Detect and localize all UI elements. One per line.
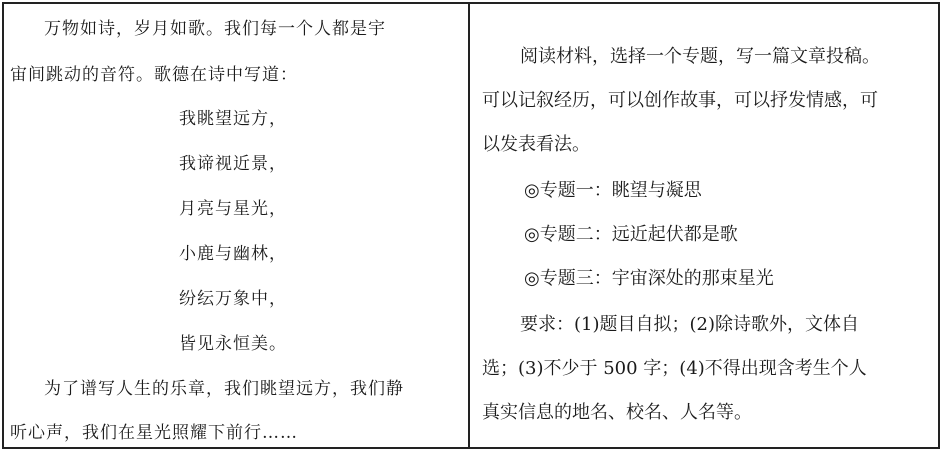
poem-line-4: 小鹿与幽林， xyxy=(179,244,287,264)
poem-line-2: 我谛视近景， xyxy=(179,154,287,174)
prompt-line-2: 可以记叙经历，可以创作故事，可以抒发情感，可 xyxy=(482,90,878,111)
topic-1: ◎专题一：眺望与凝思 xyxy=(524,180,702,201)
prompt-line-3: 以发表看法。 xyxy=(482,134,590,155)
requirement-line-3: 真实信息的地名、校名、人名等。 xyxy=(482,402,752,423)
topic-2: ◎专题二：远近起伏都是歌 xyxy=(524,224,738,245)
outro-line-1: 为了谱写人生的乐章，我们眺望远方，我们静 xyxy=(44,379,404,399)
material-cell xyxy=(4,4,468,447)
poem-line-3: 月亮与星光， xyxy=(179,199,287,219)
intro-line-1: 万物如诗，岁月如歌。我们每一个人都是宇 xyxy=(44,19,386,39)
outro-line-2: 听心声，我们在星光照耀下前行…… xyxy=(10,423,298,443)
requirement-line-2: 选；(3)不少于 500 字；(4)不得出现含考生个人 xyxy=(482,358,867,379)
poem-line-1: 我眺望远方， xyxy=(179,109,287,129)
essay-prompt-table xyxy=(2,2,940,449)
poem-line-5: 纷纭万象中， xyxy=(179,289,287,309)
topic-3: ◎专题三：宇宙深处的那束星光 xyxy=(524,268,774,289)
intro-line-2: 宙间跳动的音符。歌德在诗中写道： xyxy=(10,65,298,85)
prompt-line-1: 阅读材料，选择一个专题，写一篇文章投稿。 xyxy=(520,46,880,67)
instruction-cell xyxy=(470,4,938,447)
requirement-line-1: 要求：(1)题目自拟；(2)除诗歌外，文体自 xyxy=(520,314,859,335)
poem-line-6: 皆见永恒美。 xyxy=(179,334,287,354)
